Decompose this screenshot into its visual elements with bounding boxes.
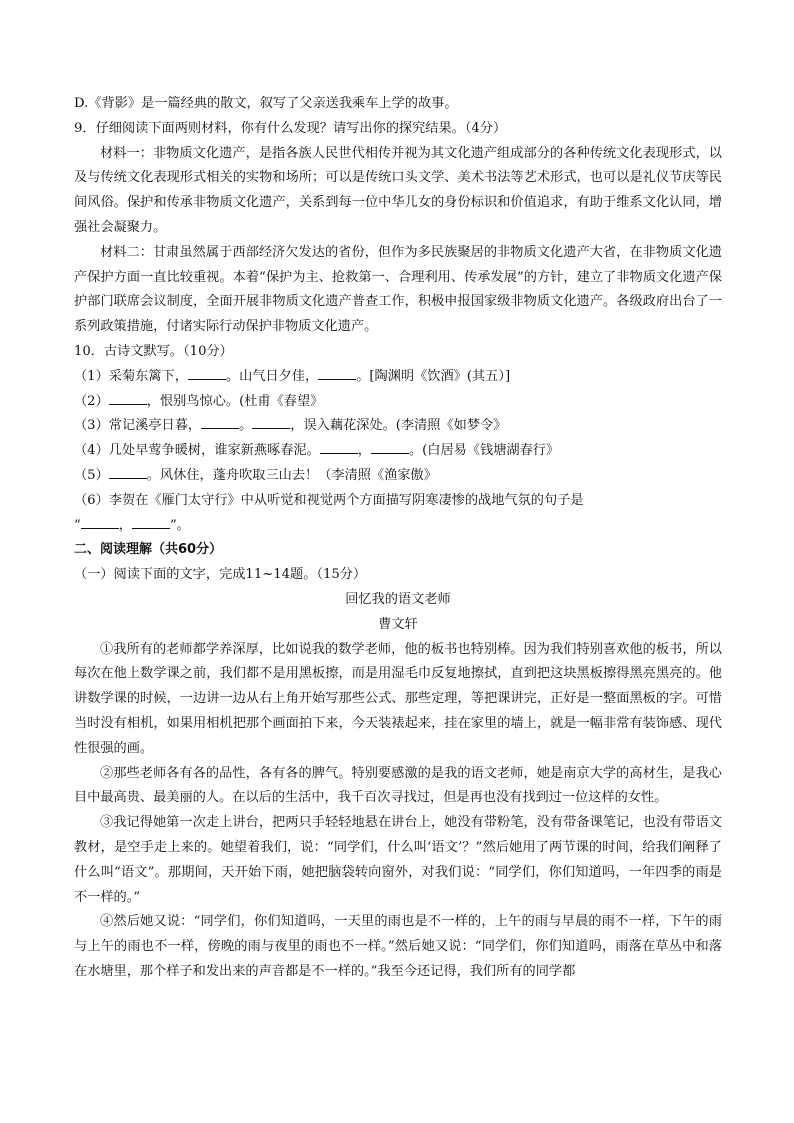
poem-item-4 [74, 439, 722, 464]
poem-4-part-a: （4）几处早莺争暖树，谁家新燕啄春泥。 [74, 443, 320, 459]
material-two: 材料二：甘肃虽然属于西部经济欠发达的省份，但作为多民族聚居的非物质文化遗产大省，在非物质文化遗产保护方面一直比较重视。本着“保护为主、抢救第一、合理利用、传承发展”的方针，建立了非物质文化遗产保护部门联席会议制度，全面开展非物质文化遗产普查工作，积极申报国家级非物质文化遗产。各级政府出台了一系列政策措施，付诸实际行动保护非物质文化遗产。 [74, 244, 722, 335]
answer-blank[interactable] [371, 439, 409, 454]
quote-close: ”。 [169, 517, 190, 533]
answer-blank[interactable] [201, 414, 239, 429]
poem-2-part-b: ，恨别鸟惊心。(杜甫《春望》 [146, 393, 324, 409]
quote-comma: ， [118, 517, 132, 533]
poem-3-part-a: （3）常记溪亭日暮， [74, 418, 202, 434]
subsection-one-instruction: （一）阅读下面的文字，完成11~14题。（15分） [74, 567, 367, 583]
answer-blank[interactable] [252, 414, 290, 429]
poem-5-part-b: 。风休住，蓬舟吹取三山去！（李清照《渔家傲》 [146, 467, 437, 483]
poem-3-part-b: 。 [239, 418, 253, 434]
article-paragraph-4: ④然后她又说：“同学们，你们知道吗，一天里的雨也是不一样的，上午的雨与早晨的雨不一样，下午的雨与上午的雨也不一样，傍晚的雨与夜里的雨也不一样。”然后她又说：“同学们，你们知道吗，雨落在草丛中和落在水塘里，那个样子和发出来的声音都是不一样的。”我至今还记得，我们所有的同学都 [74, 914, 722, 979]
option-d: D.《背影》是一篇经典的散文，叙写了父亲送我乘车上学的故事。 [74, 96, 458, 111]
answer-blank[interactable] [188, 365, 226, 380]
answer-blank[interactable] [109, 464, 147, 479]
poem-5-part-a: （5） [74, 467, 109, 483]
article-author: 曹文轩 [378, 616, 418, 632]
poem-item-6: （6）李贺在《雁门太守行》中从听觉和视觉两个方面描写阴寒凄惨的战地气氛的句子是 [74, 492, 584, 508]
section-two-heading: 二、阅读理解（共60分） [74, 542, 223, 558]
answer-blank[interactable] [81, 514, 119, 529]
article-title: 回忆我的语文老师 [345, 591, 451, 607]
poem-1-part-a: （1）采菊东篱下， [74, 368, 188, 384]
article-paragraph-3: ③我记得她第一次走上讲台，把两只手轻轻地悬在讲台上，她没有带粉笔，没有带备课笔记，也没有带语文教材，是空手走上来的。她望着我们，说：“同学们，什么叫‘语文’？”然后她用了两节课的时间，给我们阐释了什么叫“语文”。那期间，天开始下雨，她把脑袋转向窗外，对我们说：“同学们，你们知道吗，一年四季的雨是不一样的。” [74, 815, 722, 905]
poem-item-5 [74, 464, 722, 489]
poem-item-1 [74, 365, 722, 390]
question-10: 10．古诗文默写。（10分） [74, 343, 233, 359]
question-9: 9．仔细阅读下面两则材料，你有什么发现？请写出你的探究结果。（4分） [74, 120, 507, 136]
poem-2-part-a: （2） [74, 393, 109, 409]
poem-item-2 [74, 390, 722, 415]
document-page [74, 92, 722, 985]
poem-1-part-c: 。[陶渊明《饮酒》(其五）] [356, 368, 511, 384]
article-paragraph-1: ①我所有的老师都学养深厚，比如说我的数学老师，他的板书也特别棒。因为我们特别喜欢他的板书，所以每次在他上数学课之前，我们都不是用黑板擦，而是用湿毛巾反复地擦拭，直到把这块黑板擦得黑亮黑亮的。他讲数学课的时候，一边讲一边从右上角开始写那些公式、那些定理，等把课讲完，正好是一整面黑板的字。可惜当时没有相机，如果用相机把那个画面拍下来，今天装裱起来，挂在家里的墙上，就是一幅非常有装饰感、现代性很强的画。 [74, 641, 722, 756]
answer-blank[interactable] [132, 514, 170, 529]
poem-item-3 [74, 414, 722, 439]
poem-1-part-b: 。山气日夕佳， [225, 368, 319, 384]
poem-item-6-answer [74, 514, 722, 539]
answer-blank[interactable] [318, 365, 356, 380]
poem-4-part-b: ， [357, 443, 371, 459]
quote-open: “ [74, 517, 81, 533]
answer-blank[interactable] [320, 439, 358, 454]
poem-4-part-c: 。(白居易《钱塘湖春行》 [408, 443, 560, 459]
poem-3-part-c: ，误入藕花深处。(李清照《如梦令》 [290, 418, 507, 434]
article-paragraph-2: ②那些老师各有各的品性，各有各的脾气。特别要感激的是我的语文老师，她是南京大学的高材生，是我心目中最高贵、最美丽的人。在以后的生活中，我千百次寻找过，但是再也没有找到过一位这样的女性。 [74, 765, 722, 806]
material-one: 材料一：非物质文化遗产，是指各族人民世代相传并视为其文化遗产组成部分的各种传统文化表现形式，以及与传统文化表现形式相关的实物和场所；可以是传统口头文学、美术书法等艺术形式，也可以是礼仪节庆等民间风俗。保护和传承非物质文化遗产，关系到每一位中华儿女的身份标识和价值追求，有助于维系文化认同，增强社会凝聚力。 [74, 145, 722, 235]
answer-blank[interactable] [109, 390, 147, 405]
